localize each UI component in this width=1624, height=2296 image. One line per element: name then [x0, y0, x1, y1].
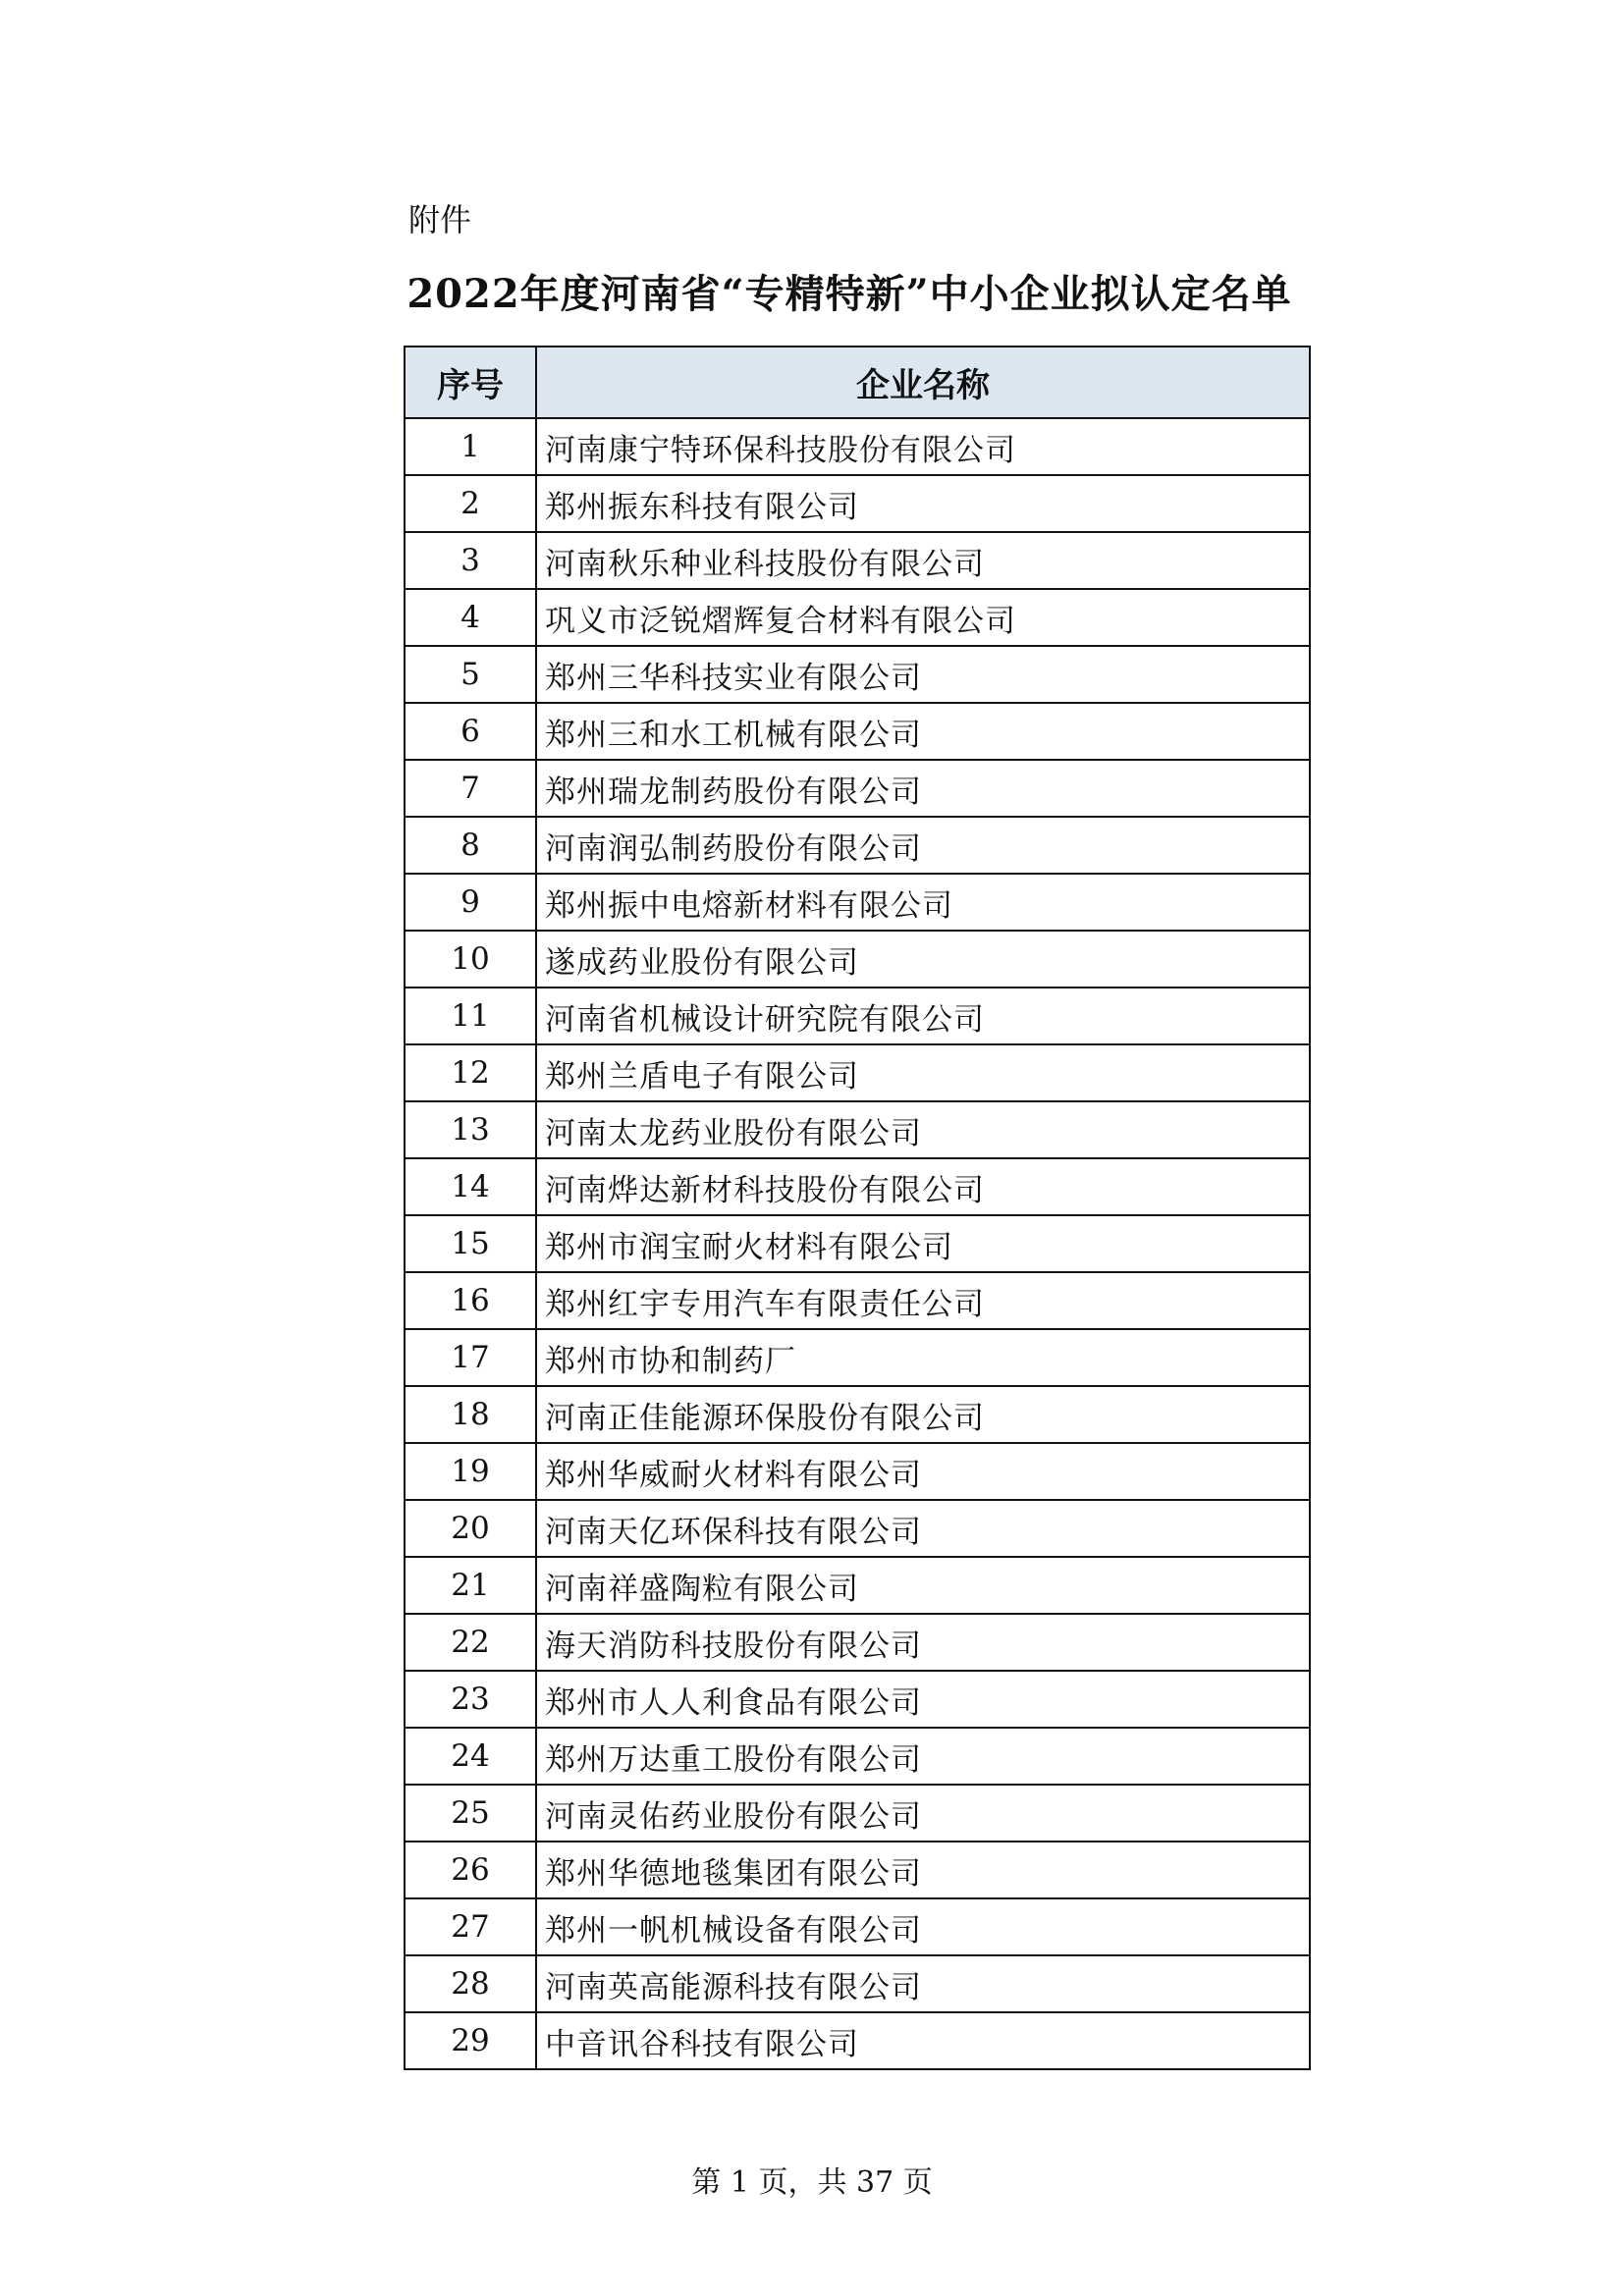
serial-number-cell: 25	[405, 1785, 536, 1842]
enterprise-name-cell: 河南灵佑药业股份有限公司	[536, 1785, 1310, 1842]
table-row	[405, 1101, 1310, 1158]
serial-number-cell: 24	[405, 1728, 536, 1785]
serial-number-cell: 6	[405, 703, 536, 760]
serial-number-cell: 2	[405, 475, 536, 532]
table-row	[405, 760, 1310, 817]
enterprise-list-table	[404, 346, 1311, 2070]
serial-number-cell: 1	[405, 418, 536, 475]
enterprise-name-cell: 河南祥盛陶粒有限公司	[536, 1557, 1310, 1614]
enterprise-name-cell: 郑州兰盾电子有限公司	[536, 1044, 1310, 1101]
enterprise-name-cell: 郑州万达重工股份有限公司	[536, 1728, 1310, 1785]
serial-number-cell: 23	[405, 1671, 536, 1728]
enterprise-name-cell: 河南英高能源科技有限公司	[536, 1955, 1310, 2012]
table-row	[405, 1386, 1310, 1443]
document-title: 2022年度河南省“专精特新”中小企业拟认定名单	[406, 271, 1292, 317]
table-row	[405, 475, 1310, 532]
table-row	[405, 1785, 1310, 1842]
table-row	[405, 1614, 1310, 1671]
enterprise-name-cell: 遂成药业股份有限公司	[536, 931, 1310, 988]
serial-number-cell: 10	[405, 931, 536, 988]
serial-number-cell: 28	[405, 1955, 536, 2012]
enterprise-name-cell: 郑州振东科技有限公司	[536, 475, 1310, 532]
header-enterprise-name: 企业名称	[536, 347, 1310, 418]
enterprise-name-cell: 巩义市泛锐熠辉复合材料有限公司	[536, 589, 1310, 646]
table-row	[405, 874, 1310, 931]
header-serial-number: 序号	[405, 347, 536, 418]
enterprise-name-cell: 郑州红宇专用汽车有限责任公司	[536, 1272, 1310, 1329]
enterprise-name-cell: 郑州市人人利食品有限公司	[536, 1671, 1310, 1728]
enterprise-name-cell: 河南润弘制药股份有限公司	[536, 817, 1310, 874]
serial-number-cell: 12	[405, 1044, 536, 1101]
table-row	[405, 1443, 1310, 1500]
enterprise-name-cell: 郑州振中电熔新材料有限公司	[536, 874, 1310, 931]
table-body	[405, 418, 1310, 2069]
table-row	[405, 1158, 1310, 1215]
serial-number-cell: 4	[405, 589, 536, 646]
serial-number-cell: 29	[405, 2012, 536, 2069]
table-row	[405, 1500, 1310, 1557]
table-row	[405, 817, 1310, 874]
table-row	[405, 646, 1310, 703]
serial-number-cell: 5	[405, 646, 536, 703]
enterprise-name-cell: 郑州市润宝耐火材料有限公司	[536, 1215, 1310, 1272]
serial-number-cell: 26	[405, 1842, 536, 1898]
serial-number-cell: 3	[405, 532, 536, 589]
table-row	[405, 1955, 1310, 2012]
table-row	[405, 988, 1310, 1044]
enterprise-name-cell: 河南秋乐种业科技股份有限公司	[536, 532, 1310, 589]
serial-number-cell: 16	[405, 1272, 536, 1329]
table-row	[405, 1272, 1310, 1329]
serial-number-cell: 21	[405, 1557, 536, 1614]
enterprise-name-cell: 郑州三华科技实业有限公司	[536, 646, 1310, 703]
enterprise-name-cell: 河南康宁特环保科技股份有限公司	[536, 418, 1310, 475]
table-row	[405, 2012, 1310, 2069]
enterprise-name-cell: 海天消防科技股份有限公司	[536, 1614, 1310, 1671]
enterprise-name-cell: 郑州三和水工机械有限公司	[536, 703, 1310, 760]
serial-number-cell: 9	[405, 874, 536, 931]
serial-number-cell: 18	[405, 1386, 536, 1443]
page-footer: 第 1 页，共 37 页	[691, 2165, 933, 2200]
serial-number-cell: 8	[405, 817, 536, 874]
table-row	[405, 703, 1310, 760]
table-row	[405, 1215, 1310, 1272]
enterprise-name-cell: 河南正佳能源环保股份有限公司	[536, 1386, 1310, 1443]
serial-number-cell: 22	[405, 1614, 536, 1671]
table-row	[405, 1557, 1310, 1614]
enterprise-name-cell: 郑州市协和制药厂	[536, 1329, 1310, 1386]
table-row	[405, 1728, 1310, 1785]
serial-number-cell: 19	[405, 1443, 536, 1500]
enterprise-name-cell: 郑州华威耐火材料有限公司	[536, 1443, 1310, 1500]
table-row	[405, 589, 1310, 646]
attachment-label: 附件	[408, 201, 472, 239]
serial-number-cell: 15	[405, 1215, 536, 1272]
enterprise-name-cell: 河南省机械设计研究院有限公司	[536, 988, 1310, 1044]
serial-number-cell: 13	[405, 1101, 536, 1158]
table-header-row	[405, 347, 1310, 418]
serial-number-cell: 17	[405, 1329, 536, 1386]
serial-number-cell: 20	[405, 1500, 536, 1557]
table-row	[405, 1329, 1310, 1386]
table-row	[405, 1898, 1310, 1955]
table-row	[405, 1671, 1310, 1728]
serial-number-cell: 11	[405, 988, 536, 1044]
enterprise-name-cell: 郑州一帆机械设备有限公司	[536, 1898, 1310, 1955]
enterprise-name-cell: 中音讯谷科技有限公司	[536, 2012, 1310, 2069]
table-row	[405, 1044, 1310, 1101]
table-row	[405, 418, 1310, 475]
enterprise-name-cell: 河南烨达新材科技股份有限公司	[536, 1158, 1310, 1215]
table-row	[405, 532, 1310, 589]
table-row	[405, 1842, 1310, 1898]
enterprise-name-cell: 郑州华德地毯集团有限公司	[536, 1842, 1310, 1898]
serial-number-cell: 14	[405, 1158, 536, 1215]
enterprise-name-cell: 河南太龙药业股份有限公司	[536, 1101, 1310, 1158]
serial-number-cell: 27	[405, 1898, 536, 1955]
enterprise-name-cell: 河南天亿环保科技有限公司	[536, 1500, 1310, 1557]
serial-number-cell: 7	[405, 760, 536, 817]
table-row	[405, 931, 1310, 988]
enterprise-name-cell: 郑州瑞龙制药股份有限公司	[536, 760, 1310, 817]
